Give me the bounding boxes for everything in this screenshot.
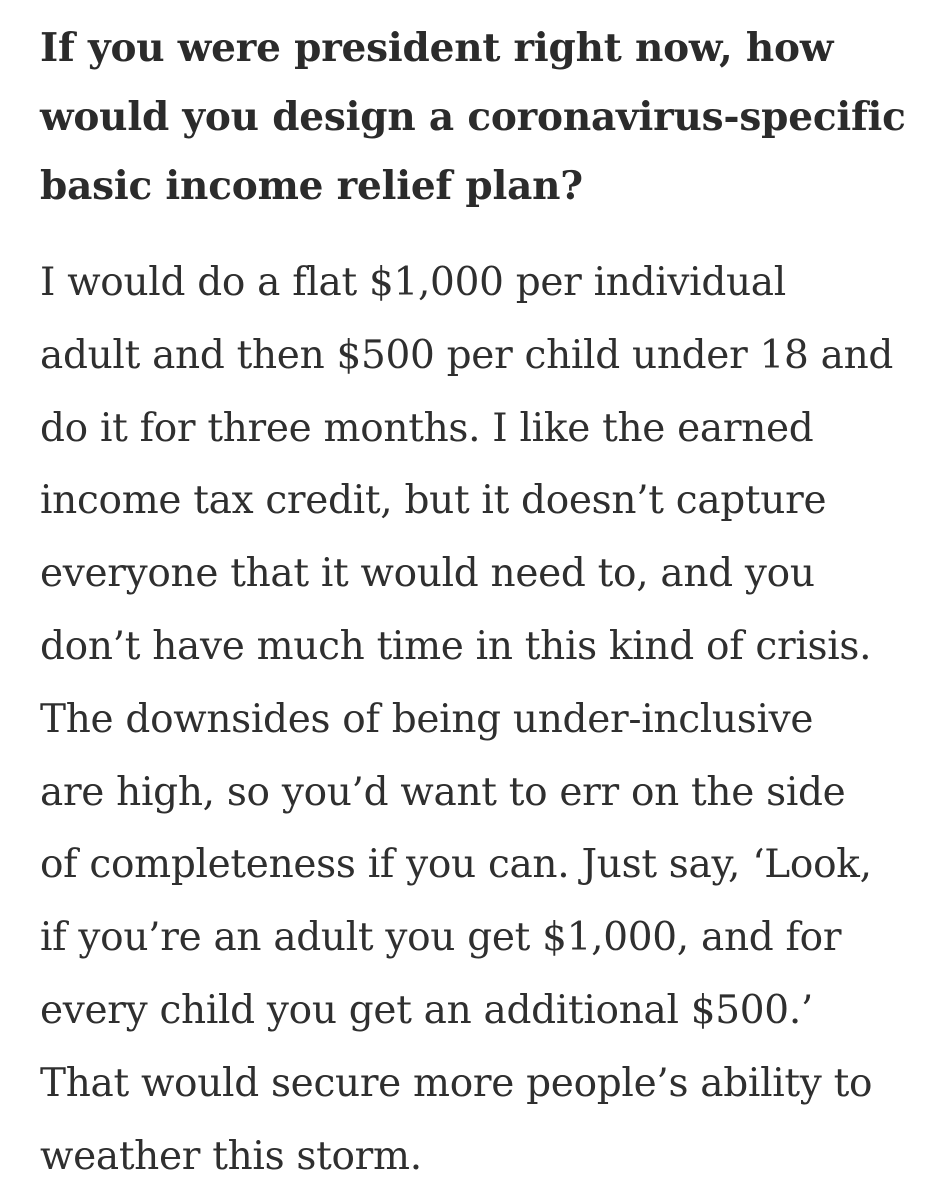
answer-line: are high, so you’d want to err on the side bbox=[40, 769, 846, 815]
answer-line: everyone that it would need to, and you bbox=[40, 551, 815, 597]
answer-line: income tax credit, but it doesn’t capture bbox=[40, 478, 827, 524]
answer-line: I would do a flat $1,000 per individual bbox=[40, 260, 786, 305]
article-excerpt bbox=[40, 14, 920, 1193]
interview-question bbox=[40, 14, 920, 221]
answer-line: The downsides of being under-inclusive bbox=[40, 696, 814, 742]
answer-line: don’t have much time in this kind of crisis. bbox=[40, 623, 872, 669]
answer-line: of completeness if you can. Just say, ‘Look, bbox=[40, 842, 872, 888]
answer-line: adult and then $500 per child under 18 and bbox=[40, 332, 894, 378]
answer-line: That would secure more people’s ability to bbox=[40, 1060, 873, 1106]
answer-line: if you’re an adult you get $1,000, and for bbox=[40, 915, 842, 961]
question-line: basic income relief plan? bbox=[40, 163, 583, 209]
answer-line: weather this storm. bbox=[40, 1133, 422, 1179]
answer-line: do it for three months. I like the earned bbox=[40, 405, 814, 451]
answer-line: every child you get an additional $500.’ bbox=[40, 987, 814, 1033]
question-line: would you design a coronavirus-specific bbox=[40, 94, 906, 140]
question-line: If you were president right now, how bbox=[40, 25, 834, 71]
interview-answer bbox=[40, 247, 920, 1193]
